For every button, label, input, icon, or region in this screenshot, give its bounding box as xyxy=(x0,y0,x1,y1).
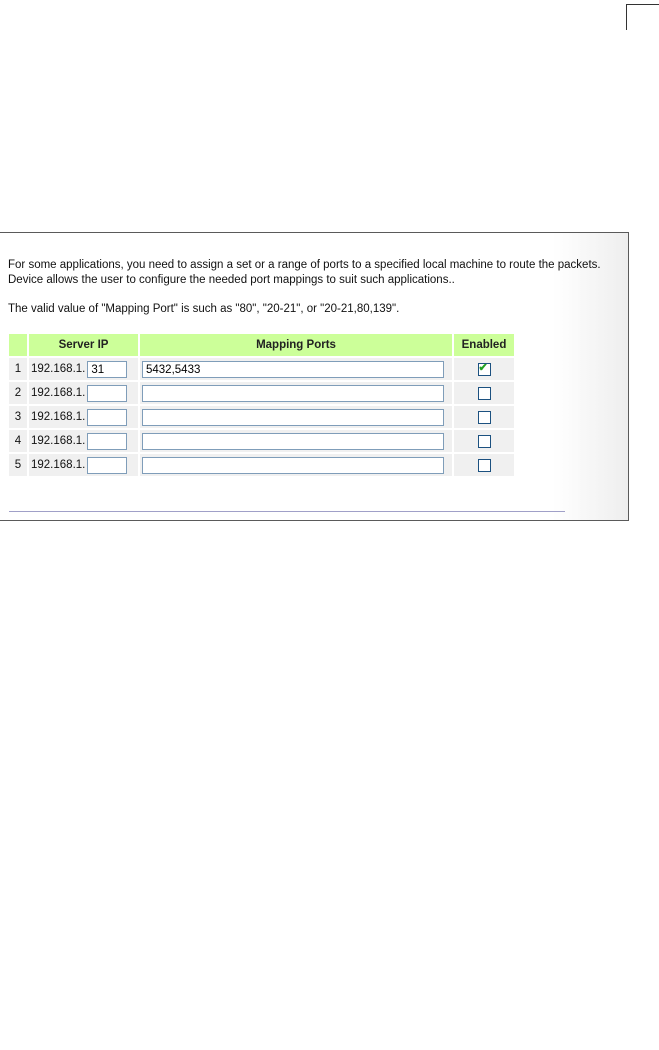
mapping-ports-input[interactable] xyxy=(142,409,444,426)
mapping-ports-cell xyxy=(140,406,452,428)
row-index: 5 xyxy=(9,454,27,476)
row-index: 4 xyxy=(9,430,27,452)
mapping-ports-input[interactable] xyxy=(142,457,444,474)
row-index: 1 xyxy=(9,358,27,380)
table-row xyxy=(9,382,514,404)
port-mapping-screenshot xyxy=(0,232,629,521)
enabled-checkbox[interactable] xyxy=(478,411,491,424)
mapping-ports-cell xyxy=(140,358,452,380)
mapping-ports-input[interactable]: 5432,5433 xyxy=(142,361,444,378)
row-index: 2 xyxy=(9,382,27,404)
header-server-ip: Server IP xyxy=(29,334,138,356)
port-mapping-table xyxy=(7,332,516,478)
mapping-ports-cell xyxy=(140,454,452,476)
table-row xyxy=(9,430,514,452)
mapping-ports-cell xyxy=(140,430,452,452)
table-row xyxy=(9,358,514,380)
server-ip-cell xyxy=(29,358,138,380)
enabled-cell xyxy=(454,358,514,380)
table-row xyxy=(9,406,514,428)
enabled-checkbox[interactable] xyxy=(478,363,491,376)
server-ip-cell xyxy=(29,430,138,452)
ip-prefix: 192.168.1. xyxy=(31,435,86,447)
ip-prefix: 192.168.1. xyxy=(31,459,86,471)
enabled-cell xyxy=(454,382,514,404)
mapping-ports-input[interactable] xyxy=(142,385,444,402)
ip-prefix: 192.168.1. xyxy=(31,387,86,399)
server-ip-cell xyxy=(29,382,138,404)
divider xyxy=(9,511,565,512)
mapping-ports-input[interactable] xyxy=(142,433,444,450)
enabled-cell xyxy=(454,406,514,428)
table-row xyxy=(9,454,514,476)
corner-crop-mark xyxy=(626,4,659,5)
row-index: 3 xyxy=(9,406,27,428)
server-ip-cell xyxy=(29,454,138,476)
description-text: For some applications, you need to assign a set or a range of ports to a specified local machine to route the packets. Device allows the user to configure the needed port mappings to suit such applications.. xyxy=(8,259,601,286)
enabled-cell xyxy=(454,430,514,452)
ip-last-octet-input[interactable] xyxy=(87,433,127,450)
ip-prefix: 192.168.1. xyxy=(31,363,86,375)
ip-prefix: 192.168.1. xyxy=(31,411,86,423)
corner-crop-mark xyxy=(626,4,627,30)
header-index xyxy=(9,334,27,356)
ip-last-octet-input[interactable] xyxy=(87,409,127,426)
header-mapping-ports: Mapping Ports xyxy=(140,334,452,356)
check-mark-icon: ✔ xyxy=(478,361,488,374)
enabled-cell xyxy=(454,454,514,476)
table-header-row xyxy=(9,334,514,356)
ip-last-octet-input[interactable] xyxy=(87,385,127,402)
enabled-checkbox[interactable] xyxy=(478,435,491,448)
valid-value-note: The valid value of "Mapping Port" is such as "80", "20-21", or "20-21,80,139". xyxy=(8,303,400,315)
mapping-ports-cell xyxy=(140,382,452,404)
header-enabled: Enabled xyxy=(454,334,514,356)
enabled-checkbox[interactable] xyxy=(478,387,491,400)
ip-last-octet-input[interactable]: 31 xyxy=(87,361,127,378)
server-ip-cell xyxy=(29,406,138,428)
ip-last-octet-input[interactable] xyxy=(87,457,127,474)
enabled-checkbox[interactable] xyxy=(478,459,491,472)
